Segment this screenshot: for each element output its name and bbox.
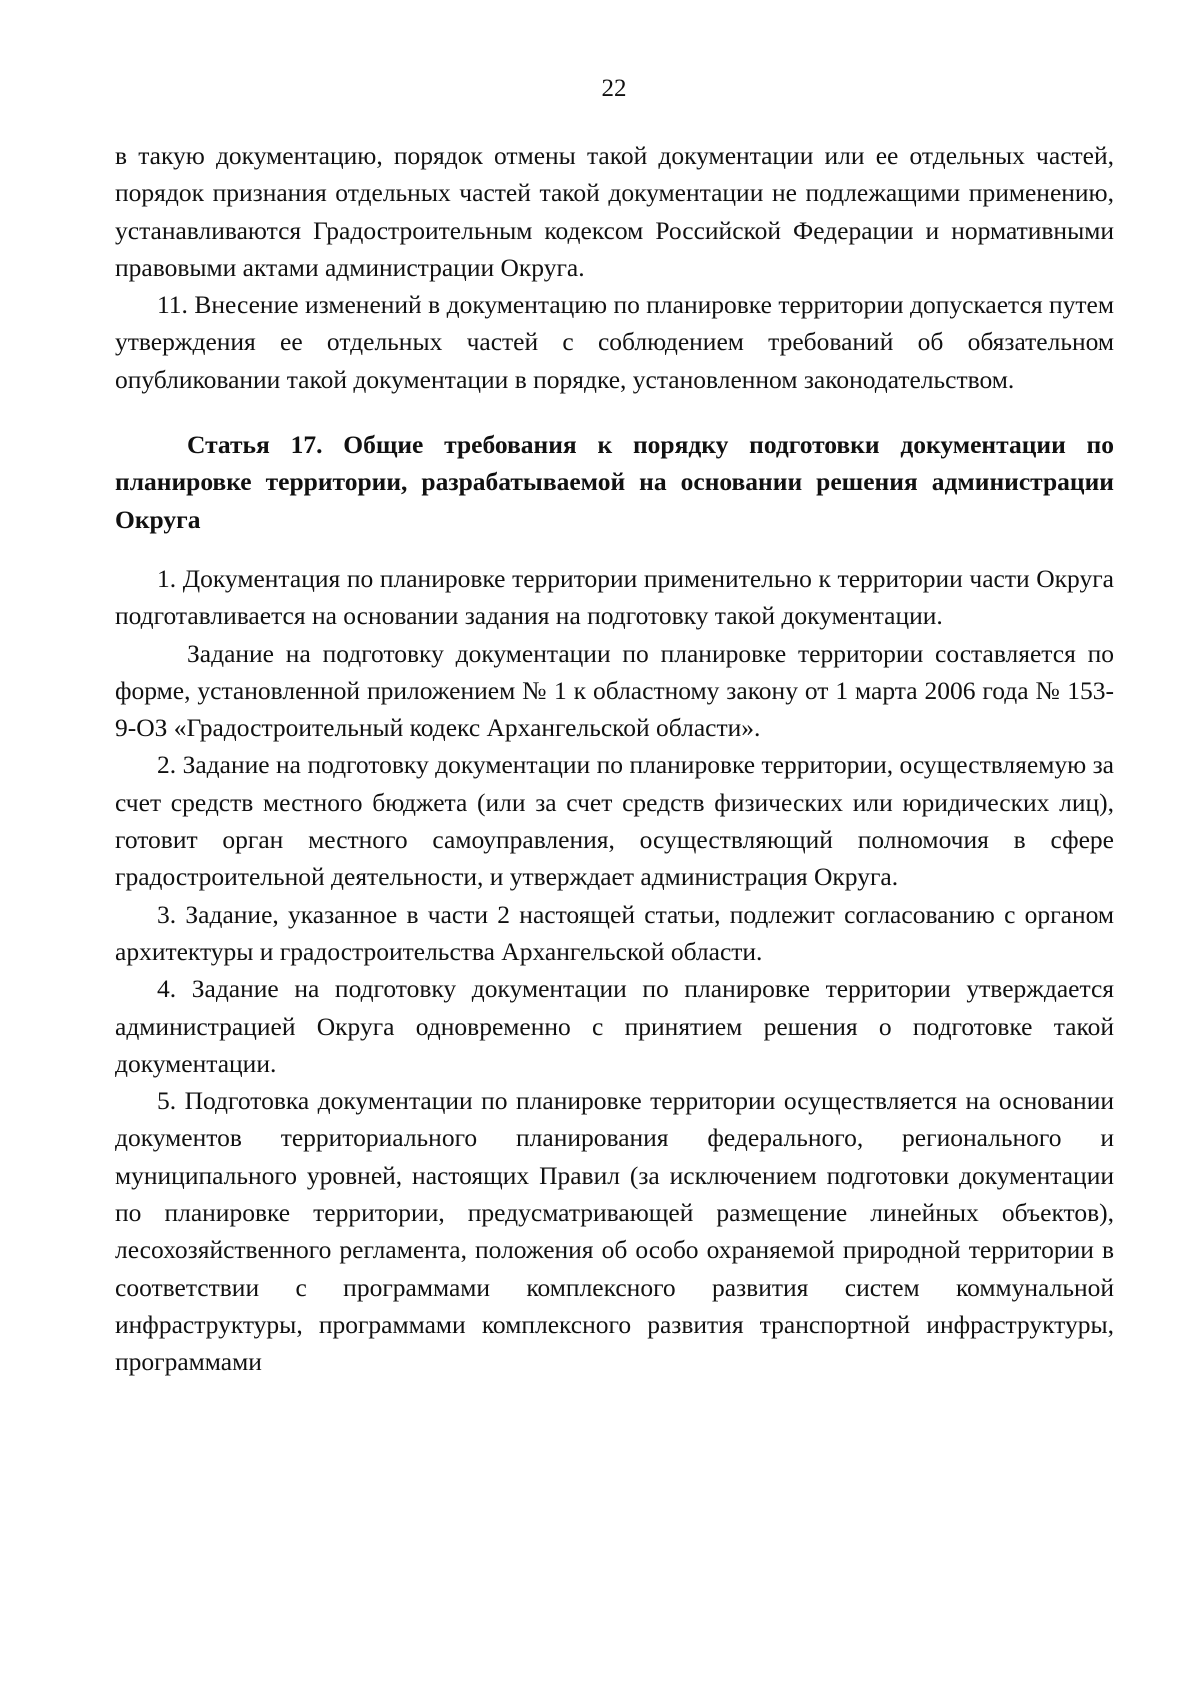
document-body [115, 137, 1114, 1381]
paragraph-item-3: 3. Задание, указанное в части 2 настоящей статьи, подлежит согласованию с органом архитектуры и градостроительства Архангельской области. [115, 899, 1114, 966]
paragraph-task-form: Задание на подготовку документации по планировке территории составляется по форме, установленной приложением № 1 к областному закону от 1 марта 2006 года № 153-9-ОЗ «Градостроительный кодекс Архангельской области». [115, 638, 1114, 743]
paragraph-item-1: 1. Документация по планировке территории применительно к территории части Округа подготавливается на основании задания на подготовку такой документации. [115, 563, 1114, 631]
paragraph-item-2: 2. Задание на подготовку документации по планировке территории, осуществляемую за счет средств местного бюджета (или за счет средств физических или юридических лиц), готовит орган местного самоуправления, осуществляющий полномочия в сфере градостроительной деятельности, и утверждает администрация Округа. [115, 750, 1114, 892]
paragraph-item-11: 11. Внесение изменений в документацию по планировке территории допускается путем утверждения ее отдельных частей с соблюдением требований об обязательном опубликовании такой документации в порядке, установленном законодательством. [115, 290, 1114, 394]
paragraph-item-5: 5. Подготовка документации по планировке территории осуществляется на основании документов территориального планирования федерального, регионального и муниципального уровней, настоящих Правил (за исключением подготовки документации по планировке территории, предусматривающей размещение линейных объектов), лесохозяйственного регламента, положения об особо охраняемой природной территории в соответствии с программами комплексного развития систем коммунальной инфраструктуры, программами комплексного развития транспортной инфраструктуры, программами [115, 1086, 1114, 1377]
article-heading: Статья 17. Общие требования к порядку подготовки документации по планировке территории, разрабатываемой на основании решения администрации Округа [115, 430, 1114, 534]
page-number: 22 [601, 75, 627, 102]
paragraph-continuation: в такую документацию, порядок отмены такой документации или ее отдельных частей, порядок признания отдельных частей такой документации не подлежащими применению, устанавливаются Градостроительным кодексом Российской Федерации и нормативными правовыми актами администрации Округа. [115, 141, 1114, 282]
paragraph-item-4: 4. Задание на подготовку документации по планировке территории утверждается администрацией Округа одновременно с принятием решения о подготовке такой документации. [115, 974, 1114, 1078]
